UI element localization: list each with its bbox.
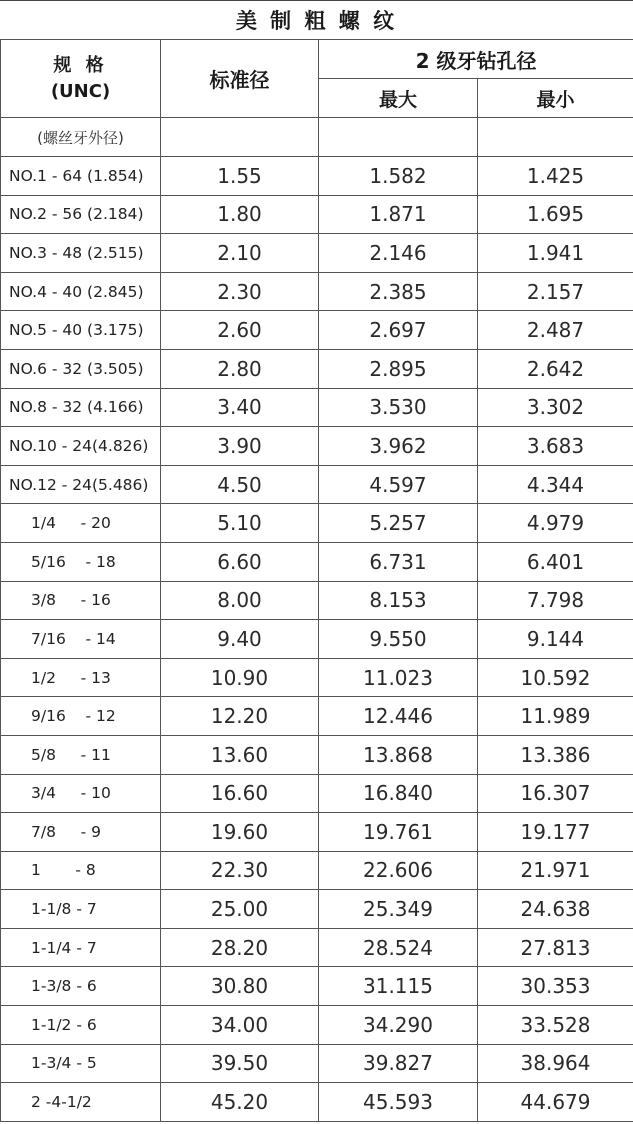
- standard-diameter-cell: 2.30: [161, 272, 319, 311]
- spec-cell: NO.5 - 40 (3.175): [1, 311, 161, 350]
- header-grade: 2 级牙钻孔径: [319, 40, 633, 79]
- min-drill-cell: 24.638: [478, 890, 633, 929]
- empty-cell: [319, 118, 478, 157]
- standard-diameter-cell: 6.60: [161, 542, 319, 581]
- min-drill-cell: 1.425: [478, 157, 633, 196]
- max-drill-cell: 3.530: [319, 388, 478, 427]
- standard-diameter-cell: 2.10: [161, 234, 319, 273]
- spec-cell: 1-3/4 - 5: [1, 1044, 161, 1083]
- header-spec: [1, 40, 161, 118]
- standard-diameter-cell: 19.60: [161, 813, 319, 852]
- spec-cell: 1 - 8: [1, 851, 161, 890]
- max-drill-cell: 12.446: [319, 697, 478, 736]
- standard-diameter-cell: 3.90: [161, 427, 319, 466]
- standard-diameter-cell: 12.20: [161, 697, 319, 736]
- table-row: [1, 465, 633, 504]
- min-drill-cell: 6.401: [478, 542, 633, 581]
- table-row: [1, 890, 633, 929]
- standard-diameter-cell: 34.00: [161, 1006, 319, 1045]
- max-drill-cell: 11.023: [319, 658, 478, 697]
- header-min: 最小: [478, 79, 633, 118]
- spec-cell: 1-1/2 - 6: [1, 1006, 161, 1045]
- max-drill-cell: 25.349: [319, 890, 478, 929]
- min-drill-cell: 19.177: [478, 813, 633, 852]
- max-drill-cell: 6.731: [319, 542, 478, 581]
- standard-diameter-cell: 1.80: [161, 195, 319, 234]
- table-body: [1, 157, 633, 1122]
- table-row: [1, 1006, 633, 1045]
- spec-cell: 3/4 - 10: [1, 774, 161, 813]
- standard-diameter-cell: 8.00: [161, 581, 319, 620]
- min-drill-cell: 1.941: [478, 234, 633, 273]
- spec-cell: 1-1/8 - 7: [1, 890, 161, 929]
- spec-cell: 7/16 - 14: [1, 620, 161, 659]
- table-row: [1, 774, 633, 813]
- max-drill-cell: 2.697: [319, 311, 478, 350]
- spec-cell: NO.1 - 64 (1.854): [1, 157, 161, 196]
- min-drill-cell: 33.528: [478, 1006, 633, 1045]
- max-drill-cell: 2.895: [319, 349, 478, 388]
- standard-diameter-cell: 5.10: [161, 504, 319, 543]
- min-drill-cell: 3.302: [478, 388, 633, 427]
- spec-cell: 9/16 - 12: [1, 697, 161, 736]
- spec-cell: NO.12 - 24(5.486): [1, 465, 161, 504]
- spec-cell: 3/8 - 16: [1, 581, 161, 620]
- spec-cell: 1-1/4 - 7: [1, 928, 161, 967]
- spec-cell: NO.4 - 40 (2.845): [1, 272, 161, 311]
- standard-diameter-cell: 13.60: [161, 735, 319, 774]
- table-row: [1, 311, 633, 350]
- min-drill-cell: 9.144: [478, 620, 633, 659]
- max-drill-cell: 31.115: [319, 967, 478, 1006]
- table-row: [1, 504, 633, 543]
- standard-diameter-cell: 39.50: [161, 1044, 319, 1083]
- spec-cell: 2 -4-1/2: [1, 1083, 161, 1122]
- min-drill-cell: 27.813: [478, 928, 633, 967]
- max-drill-cell: 8.153: [319, 581, 478, 620]
- spec-cell: NO.10 - 24(4.826): [1, 427, 161, 466]
- min-drill-cell: 44.679: [478, 1083, 633, 1122]
- table-row: [1, 1044, 633, 1083]
- table-row: [1, 735, 633, 774]
- max-drill-cell: 16.840: [319, 774, 478, 813]
- table-title: 美 制 粗 螺 纹: [0, 0, 633, 39]
- max-drill-cell: 28.524: [319, 928, 478, 967]
- spec-cell: 1/4 - 20: [1, 504, 161, 543]
- table-row: [1, 272, 633, 311]
- header-spec-note: (螺丝牙外径): [1, 118, 161, 157]
- standard-diameter-cell: 1.55: [161, 157, 319, 196]
- max-drill-cell: 2.385: [319, 272, 478, 311]
- table-row: [1, 620, 633, 659]
- header-spec-unit: (UNC): [50, 80, 111, 102]
- max-drill-cell: 34.290: [319, 1006, 478, 1045]
- spec-cell: 1/2 - 13: [1, 658, 161, 697]
- table-row: [1, 851, 633, 890]
- min-drill-cell: 4.979: [478, 504, 633, 543]
- max-drill-cell: 2.146: [319, 234, 478, 273]
- table-row: [1, 195, 633, 234]
- table-row: [1, 697, 633, 736]
- header-spec-label: 规 格: [53, 54, 108, 76]
- standard-diameter-cell: 16.60: [161, 774, 319, 813]
- spec-cell: NO.2 - 56 (2.184): [1, 195, 161, 234]
- max-drill-cell: 9.550: [319, 620, 478, 659]
- min-drill-cell: 10.592: [478, 658, 633, 697]
- table-row: [1, 427, 633, 466]
- min-drill-cell: 2.642: [478, 349, 633, 388]
- empty-cell: [478, 118, 633, 157]
- max-drill-cell: 3.962: [319, 427, 478, 466]
- table-row: [1, 1083, 633, 1122]
- max-drill-cell: 13.868: [319, 735, 478, 774]
- min-drill-cell: 4.344: [478, 465, 633, 504]
- min-drill-cell: 30.353: [478, 967, 633, 1006]
- min-drill-cell: 2.487: [478, 311, 633, 350]
- table-row: [1, 349, 633, 388]
- spec-cell: NO.6 - 32 (3.505): [1, 349, 161, 388]
- max-drill-cell: 5.257: [319, 504, 478, 543]
- min-drill-cell: 3.683: [478, 427, 633, 466]
- spec-cell: 1-3/8 - 6: [1, 967, 161, 1006]
- max-drill-cell: 1.871: [319, 195, 478, 234]
- empty-cell: [161, 118, 319, 157]
- max-drill-cell: 39.827: [319, 1044, 478, 1083]
- max-drill-cell: 19.761: [319, 813, 478, 852]
- standard-diameter-cell: 2.60: [161, 311, 319, 350]
- min-drill-cell: 1.695: [478, 195, 633, 234]
- max-drill-cell: 22.606: [319, 851, 478, 890]
- table-row: [1, 658, 633, 697]
- header-standard: 标准径: [161, 40, 319, 118]
- min-drill-cell: 38.964: [478, 1044, 633, 1083]
- table-row: [1, 157, 633, 196]
- min-drill-cell: 21.971: [478, 851, 633, 890]
- max-drill-cell: 4.597: [319, 465, 478, 504]
- header-max: 最大: [319, 79, 478, 118]
- standard-diameter-cell: 3.40: [161, 388, 319, 427]
- min-drill-cell: 13.386: [478, 735, 633, 774]
- standard-diameter-cell: 28.20: [161, 928, 319, 967]
- table-row: [1, 967, 633, 1006]
- table-row: [1, 928, 633, 967]
- standard-diameter-cell: 2.80: [161, 349, 319, 388]
- spec-cell: NO.8 - 32 (4.166): [1, 388, 161, 427]
- standard-diameter-cell: 9.40: [161, 620, 319, 659]
- table-row: [1, 542, 633, 581]
- spec-cell: NO.3 - 48 (2.515): [1, 234, 161, 273]
- standard-diameter-cell: 25.00: [161, 890, 319, 929]
- table-row: [1, 388, 633, 427]
- spec-cell: 5/16 - 18: [1, 542, 161, 581]
- max-drill-cell: 1.582: [319, 157, 478, 196]
- min-drill-cell: 7.798: [478, 581, 633, 620]
- spec-cell: 7/8 - 9: [1, 813, 161, 852]
- max-drill-cell: 45.593: [319, 1083, 478, 1122]
- standard-diameter-cell: 30.80: [161, 967, 319, 1006]
- table-row: [1, 581, 633, 620]
- spec-cell: 5/8 - 11: [1, 735, 161, 774]
- standard-diameter-cell: 10.90: [161, 658, 319, 697]
- unc-thread-table: [0, 39, 633, 1122]
- table-row: [1, 813, 633, 852]
- standard-diameter-cell: 22.30: [161, 851, 319, 890]
- standard-diameter-cell: 4.50: [161, 465, 319, 504]
- table-row: [1, 234, 633, 273]
- min-drill-cell: 2.157: [478, 272, 633, 311]
- standard-diameter-cell: 45.20: [161, 1083, 319, 1122]
- min-drill-cell: 16.307: [478, 774, 633, 813]
- min-drill-cell: 11.989: [478, 697, 633, 736]
